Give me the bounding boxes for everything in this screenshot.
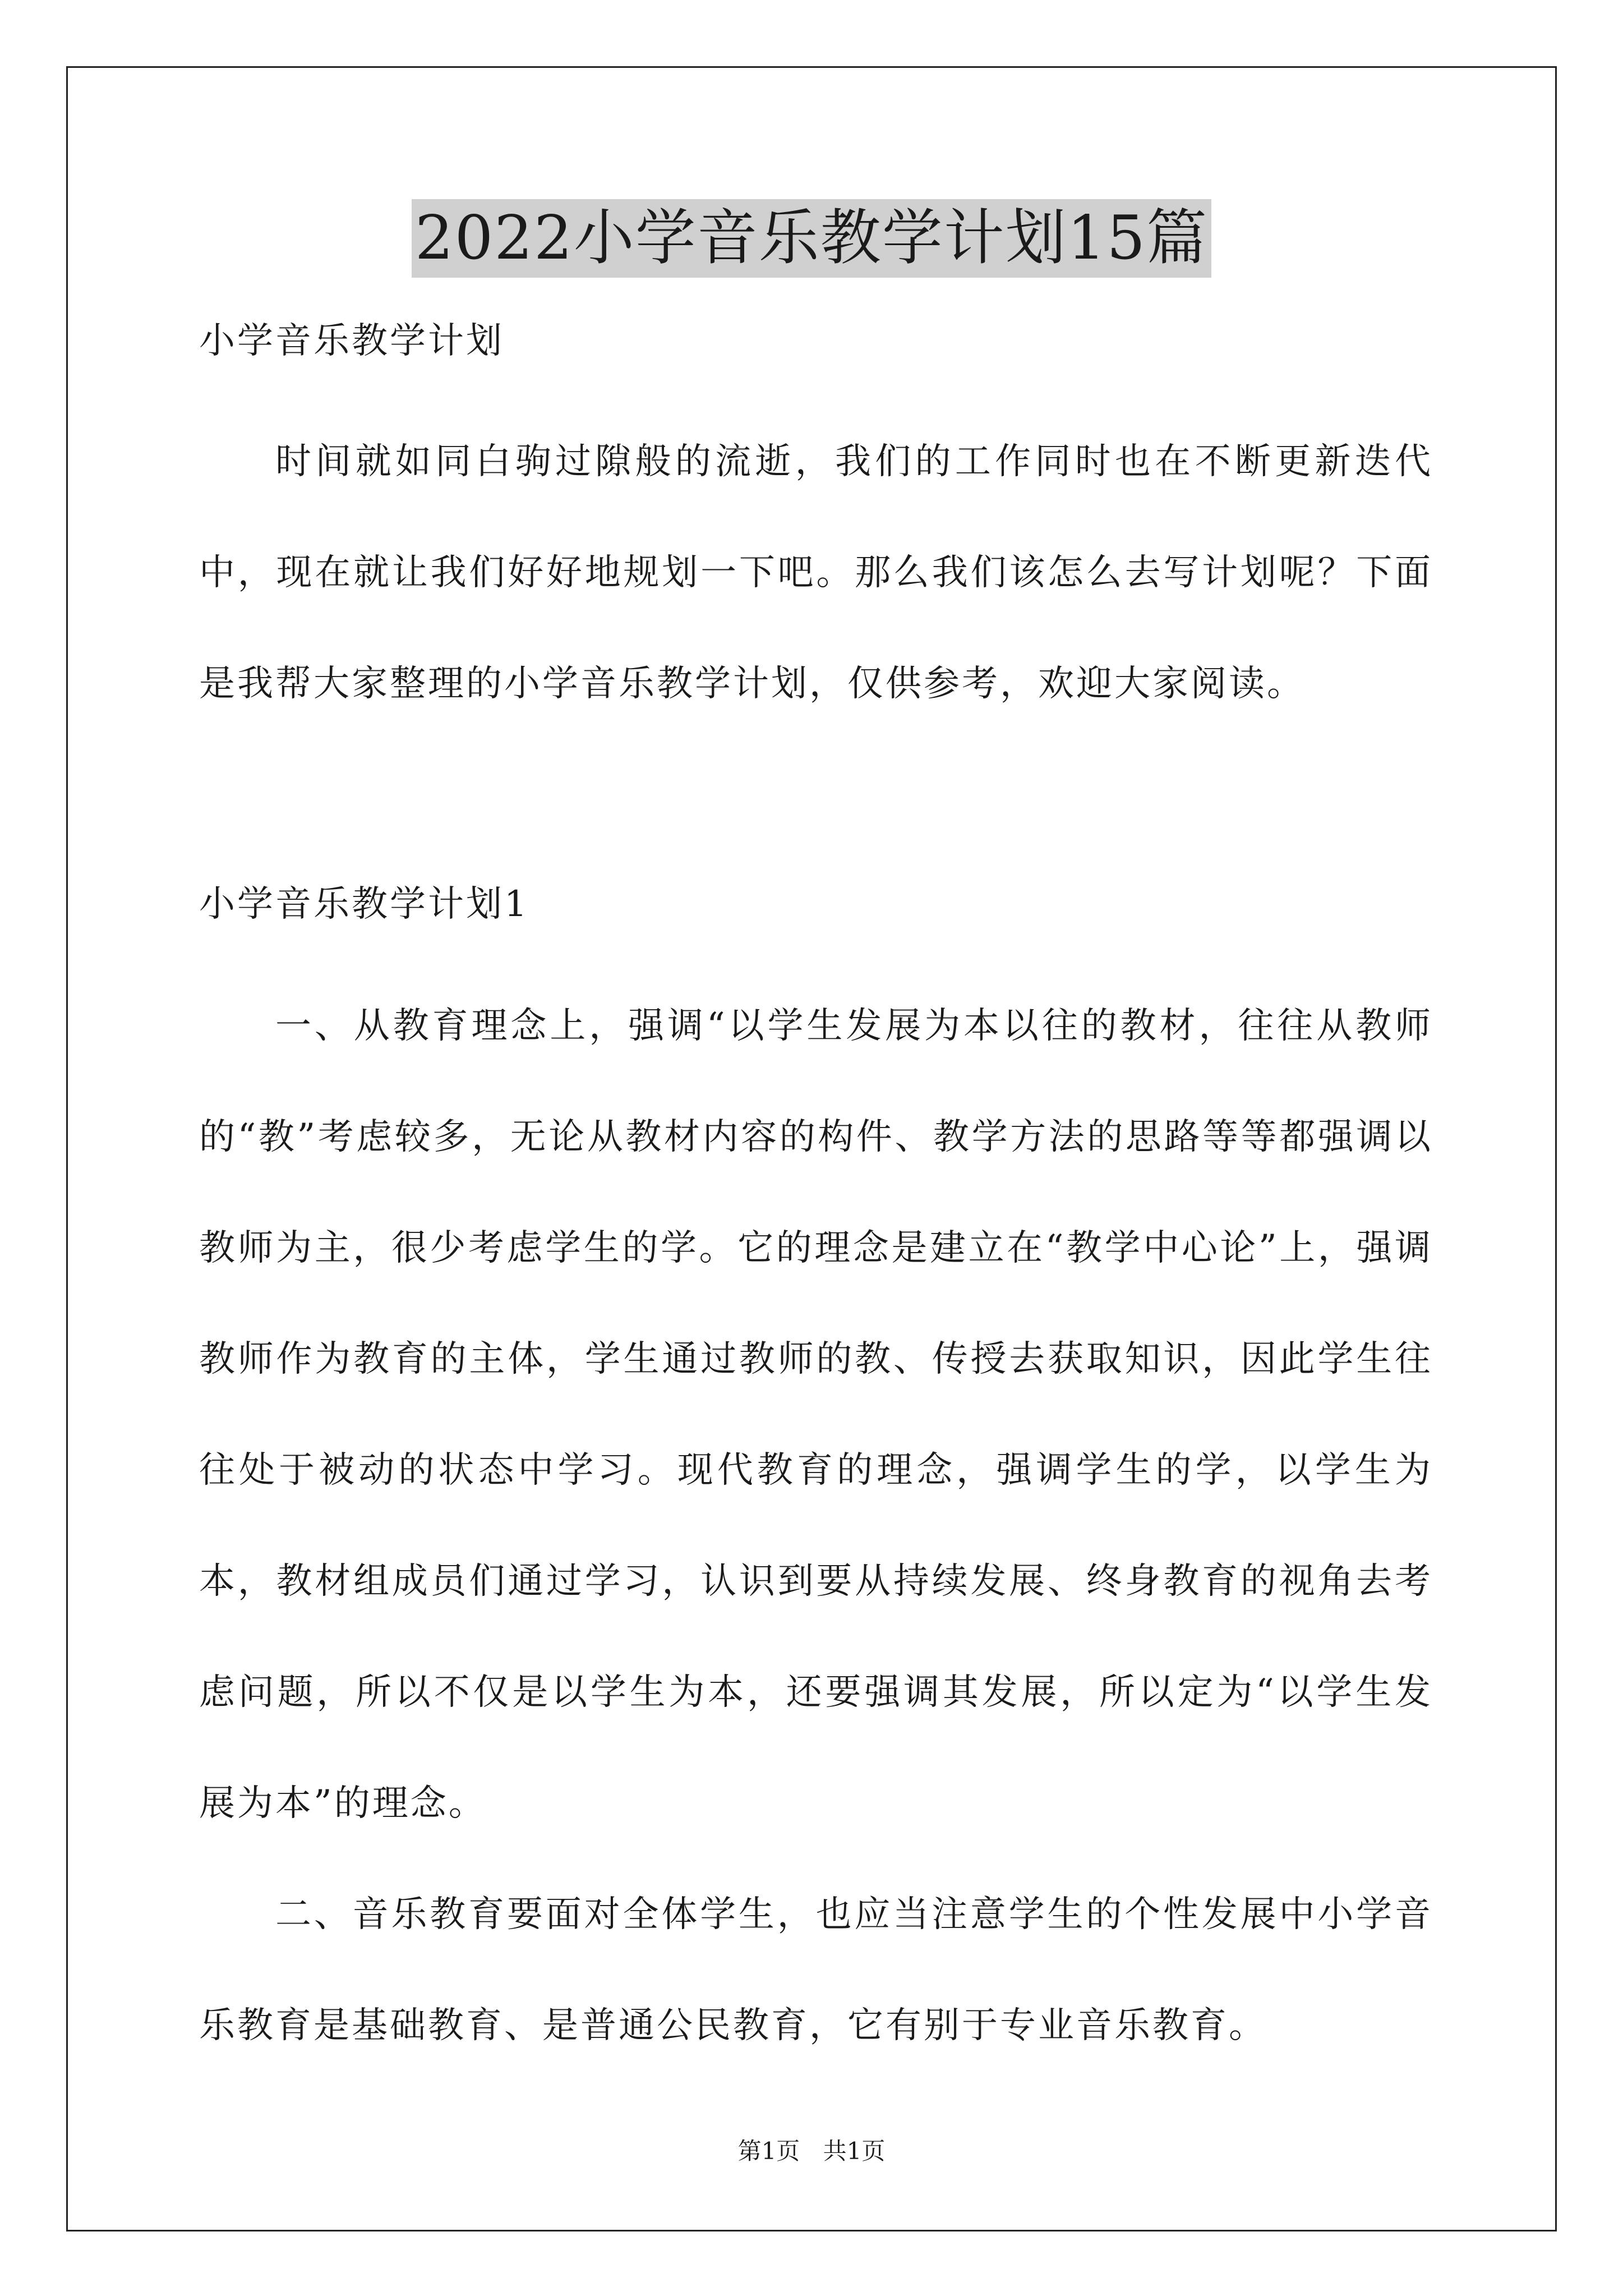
- plan1-paragraph-1: 一、从教育理念上，强调“以学生发展为本以往的教材，往往从教师的“教”考虑较多，无论从教材内容的构件、教学方法的思路等等都强调以教师为主，很少考虑学生的学。它的理念是建立在“教学中心论”上，强调教师作为教育的主体，学生通过教师的教、传授去获取知识，因此学生往往处于被动的状态中学习。现代教育的理念，强调学生的学，以学生为本，教材组成员们通过学习，认识到要从持续发展、终身教育的视角去考虑问题，所以不仅是以学生为本，还要强调其发展，所以定为“以学生发展为本”的理念。: [199, 1005, 1433, 1824]
- document-body: [199, 314, 1433, 2081]
- document-title: 2022小学音乐教学计划15篇: [412, 199, 1211, 278]
- page-total: 共1页: [823, 2137, 886, 2165]
- intro-paragraph: 时间就如同白驹过隙般的流逝，我们的工作同时也在不断更新迭代中，现在就让我们好好地规划一下吧。那么我们该怎么去写计划呢？下面是我帮大家整理的小学音乐教学计划，仅供参考，欢迎大家阅读。: [199, 441, 1433, 705]
- page-number: 第1页: [737, 2137, 800, 2165]
- intro-heading: 小学音乐教学计划: [199, 320, 504, 362]
- title-wrap: [0, 199, 1623, 278]
- plan1-heading: 小学音乐教学计划1: [199, 884, 529, 925]
- plan1-paragraph-2: 二、音乐教育要面对全体学生，也应当注意学生的个性发展中小学音乐教育是基础教育、是普通公民教育，它有别于专业音乐教育。: [199, 1894, 1433, 2046]
- page-footer: [0, 2134, 1623, 2168]
